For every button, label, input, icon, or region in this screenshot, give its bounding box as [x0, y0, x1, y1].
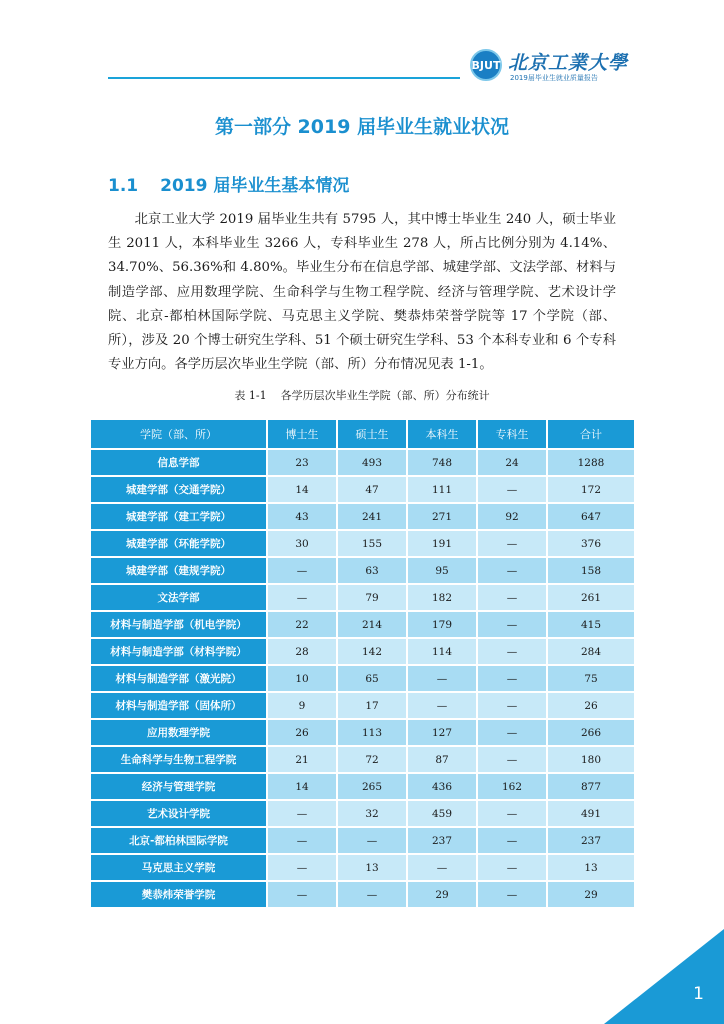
logo-badge-icon: BJUT [470, 49, 502, 81]
college-name: 文法学部 [91, 585, 266, 610]
total-count: 26 [548, 693, 634, 718]
section-title [108, 171, 349, 196]
header-undergraduate: 本科生 [408, 420, 476, 448]
logo-name: 北京工業大學 [508, 52, 629, 74]
undergraduate-count: 29 [408, 882, 476, 907]
total-count: 415 [548, 612, 634, 637]
table-row [91, 666, 634, 691]
master-count: 79 [338, 585, 406, 610]
master-count: 142 [338, 639, 406, 664]
section-number: 1.1 [108, 176, 139, 196]
college-name: 经济与管理学院 [91, 774, 266, 799]
table-row [91, 693, 634, 718]
junior-college-count: — [478, 855, 546, 880]
distribution-table [89, 418, 636, 909]
junior-college-count: — [478, 612, 546, 637]
college-name: 城建学部（环能学院） [91, 531, 266, 556]
total-count: 284 [548, 639, 634, 664]
table-caption-text: 各学历层次毕业生学院（部、所）分布统计 [280, 389, 490, 402]
university-logo [470, 46, 629, 86]
undergraduate-count: — [408, 855, 476, 880]
undergraduate-count: 459 [408, 801, 476, 826]
college-name: 城建学部（建规学院） [91, 558, 266, 583]
header-junior-college: 专科生 [478, 420, 546, 448]
section-heading: 2019 届毕业生基本情况 [160, 176, 350, 196]
total-count: 172 [548, 477, 634, 502]
doctoral-count: — [268, 585, 336, 610]
master-count: 214 [338, 612, 406, 637]
doctoral-count: 43 [268, 504, 336, 529]
doctoral-count: 23 [268, 450, 336, 475]
junior-college-count: — [478, 666, 546, 691]
master-count: 47 [338, 477, 406, 502]
undergraduate-count: 95 [408, 558, 476, 583]
undergraduate-count: — [408, 666, 476, 691]
doctoral-count: — [268, 882, 336, 907]
table-row [91, 450, 634, 475]
total-count: 261 [548, 585, 634, 610]
college-name: 生命科学与生物工程学院 [91, 747, 266, 772]
doctoral-count: — [268, 855, 336, 880]
college-name: 北京-都柏林国际学院 [91, 828, 266, 853]
junior-college-count: — [478, 585, 546, 610]
body-paragraph: 北京工业大学 2019 届毕业生共有 5795 人，其中博士毕业生 240 人，硕士毕业生 2011 人，本科毕业生 3266 人，专科毕业生 278 人，所占比例分别为 4.14%、34.70%、56.36%和 4.80%。毕业生分布在信息学部、城建学部、文法学部、材料与制造学部、应用数理学院、生命科学与生物工程学院、经济与管理学院、艺术设计学院、北京-都柏林国际学院、马克思主义学院、樊恭炜荣誉学院等 17 个学院（部、所），涉及 20 个博士研究生学科、51 个硕士研究生学科、53 个本科专业和 6 个专科专业方向。各学历层次毕业生学院（部、所）分布情况见表 1-1。 [108, 212, 616, 373]
part-title: 第一部分 2019 届毕业生就业状况 [214, 116, 510, 138]
table-row [91, 531, 634, 556]
junior-college-count: — [478, 531, 546, 556]
table-row [91, 639, 634, 664]
total-count: 29 [548, 882, 634, 907]
college-name: 材料与制造学部（固体所） [91, 693, 266, 718]
master-count: 65 [338, 666, 406, 691]
junior-college-count: — [478, 693, 546, 718]
doctoral-count: 21 [268, 747, 336, 772]
doctoral-count: 26 [268, 720, 336, 745]
master-count: — [338, 828, 406, 853]
undergraduate-count: 237 [408, 828, 476, 853]
undergraduate-count: 748 [408, 450, 476, 475]
junior-college-count: — [478, 639, 546, 664]
total-count: 1288 [548, 450, 634, 475]
doctoral-count: 22 [268, 612, 336, 637]
table-row [91, 882, 634, 907]
college-name: 材料与制造学部（材料学院） [91, 639, 266, 664]
table-row [91, 828, 634, 853]
table-row [91, 720, 634, 745]
college-name: 城建学部（建工学院） [91, 504, 266, 529]
total-count: 376 [548, 531, 634, 556]
master-count: 113 [338, 720, 406, 745]
master-count: 72 [338, 747, 406, 772]
total-count: 647 [548, 504, 634, 529]
master-count: 32 [338, 801, 406, 826]
junior-college-count: — [478, 801, 546, 826]
junior-college-count: — [478, 477, 546, 502]
table-row [91, 477, 634, 502]
undergraduate-count: 436 [408, 774, 476, 799]
total-count: 180 [548, 747, 634, 772]
total-count: 266 [548, 720, 634, 745]
table-row [91, 801, 634, 826]
doctoral-count: 9 [268, 693, 336, 718]
table-row [91, 585, 634, 610]
college-name: 樊恭炜荣誉学院 [91, 882, 266, 907]
college-name: 材料与制造学部（机电学院） [91, 612, 266, 637]
total-count: 158 [548, 558, 634, 583]
undergraduate-count: 114 [408, 639, 476, 664]
college-name: 信息学部 [91, 450, 266, 475]
college-name: 材料与制造学部（激光院） [91, 666, 266, 691]
undergraduate-count: 87 [408, 747, 476, 772]
doctoral-count: 10 [268, 666, 336, 691]
college-name: 城建学部（交通学院） [91, 477, 266, 502]
table-row [91, 612, 634, 637]
college-name: 艺术设计学院 [91, 801, 266, 826]
header-doctoral: 博士生 [268, 420, 336, 448]
undergraduate-count: 179 [408, 612, 476, 637]
junior-college-count: — [478, 828, 546, 853]
header-master: 硕士生 [338, 420, 406, 448]
junior-college-count: 24 [478, 450, 546, 475]
master-count: 17 [338, 693, 406, 718]
college-name: 马克思主义学院 [91, 855, 266, 880]
table-row [91, 747, 634, 772]
master-count: 13 [338, 855, 406, 880]
junior-college-count: — [478, 558, 546, 583]
header-total: 合计 [548, 420, 634, 448]
table-body [91, 450, 634, 907]
doctoral-count: — [268, 558, 336, 583]
table-row [91, 855, 634, 880]
master-count: 155 [338, 531, 406, 556]
undergraduate-count: 191 [408, 531, 476, 556]
total-count: 75 [548, 666, 634, 691]
total-count: 877 [548, 774, 634, 799]
page-number: 1 [693, 984, 704, 1004]
total-count: 13 [548, 855, 634, 880]
junior-college-count: — [478, 882, 546, 907]
junior-college-count: 92 [478, 504, 546, 529]
doctoral-count: — [268, 828, 336, 853]
total-count: 237 [548, 828, 634, 853]
college-name: 应用数理学院 [91, 720, 266, 745]
doctoral-count: 30 [268, 531, 336, 556]
master-count: 265 [338, 774, 406, 799]
master-count: — [338, 882, 406, 907]
table-row [91, 504, 634, 529]
doctoral-count: 14 [268, 774, 336, 799]
doctoral-count: 28 [268, 639, 336, 664]
table-caption-number: 表 1-1 [234, 389, 267, 402]
junior-college-count: — [478, 747, 546, 772]
header-rule [108, 77, 460, 79]
table-row [91, 558, 634, 583]
undergraduate-count: 271 [408, 504, 476, 529]
header-college: 学院（部、所） [91, 420, 266, 448]
doctoral-count: 14 [268, 477, 336, 502]
undergraduate-count: 111 [408, 477, 476, 502]
junior-college-count: 162 [478, 774, 546, 799]
table-header-row [91, 420, 634, 448]
master-count: 63 [338, 558, 406, 583]
junior-college-count: — [478, 720, 546, 745]
master-count: 493 [338, 450, 406, 475]
table-caption [0, 387, 724, 403]
undergraduate-count: 182 [408, 585, 476, 610]
table-row [91, 774, 634, 799]
master-count: 241 [338, 504, 406, 529]
logo-subtitle: 2019届毕业生就业质量报告 [510, 74, 598, 82]
doctoral-count: — [268, 801, 336, 826]
total-count: 491 [548, 801, 634, 826]
undergraduate-count: — [408, 693, 476, 718]
undergraduate-count: 127 [408, 720, 476, 745]
page-corner-triangle [604, 929, 724, 1024]
